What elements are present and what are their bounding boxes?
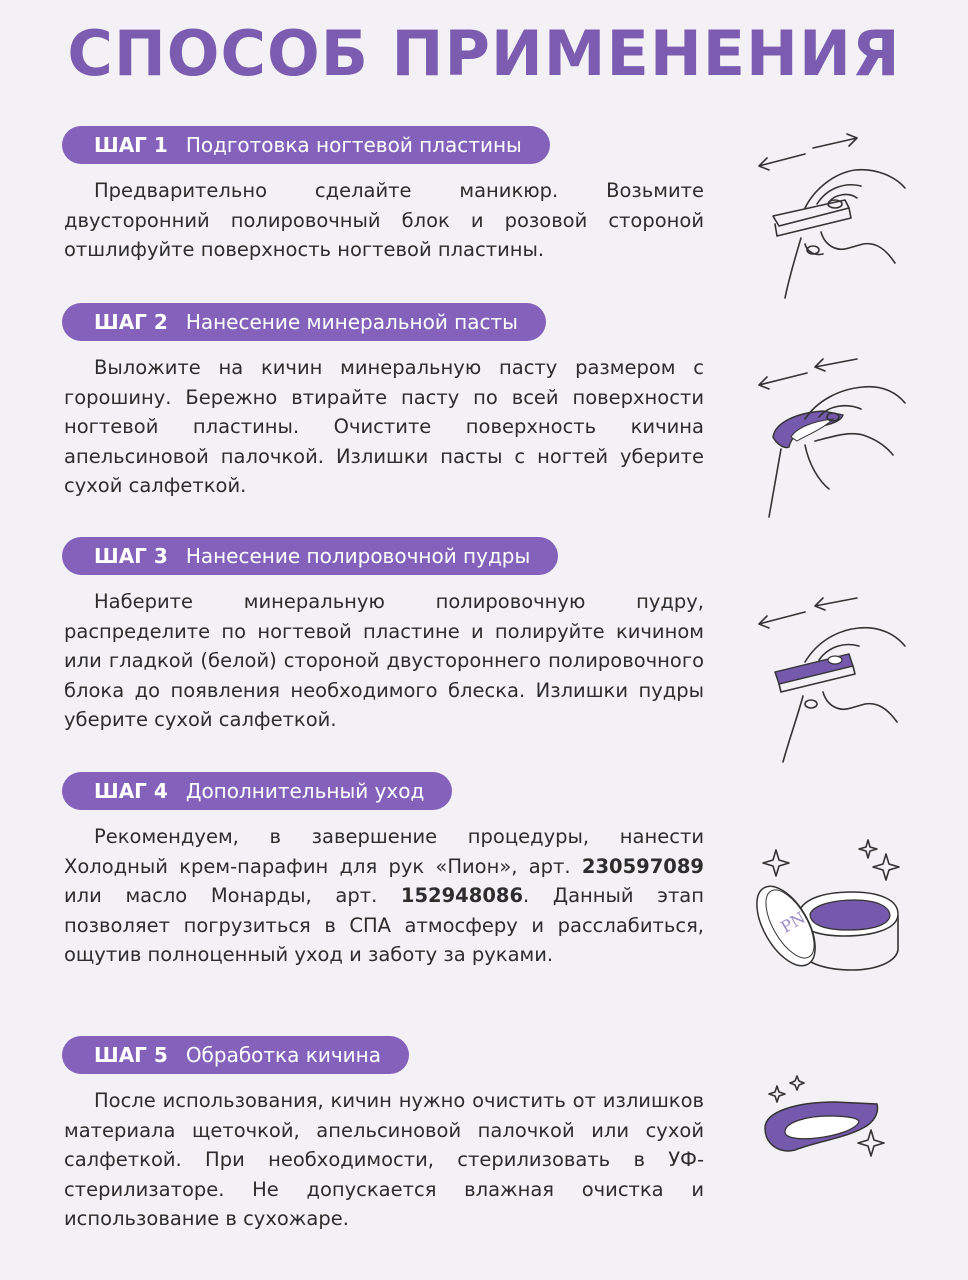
step-badge — [62, 537, 558, 575]
step-number: ШАГ 2 — [94, 310, 168, 334]
step-text-part: . Данный этап позволяет погрузиться в СПА атмосферу и расслабиться, ощутив полноценный уход и заботу за руками. — [64, 884, 704, 966]
step-heading: Подготовка ногтевой пластины — [185, 133, 522, 157]
step-number: ШАГ 4 — [94, 779, 168, 803]
step-text-content: Предварительно сделайте маникюр. Возьмите двусторонний полировочный блок и розовой стороной отшлифуйте поверхность ногтевой пластины. — [64, 179, 704, 261]
step-badge — [62, 303, 546, 341]
step-text-content: После использования, кичин нужно очистить от излишков материала щеточкой, апельсиновой палочкой или сухой салфеткой. При необходимости, стерилизовать в УФ-стерилизаторе. Не допускается влажная очистка и использование в сухожаре. — [64, 1089, 704, 1230]
article-number: 230597089 — [581, 854, 704, 878]
step-text-part: или масло Монарды, арт. — [64, 884, 401, 907]
step-badge — [62, 772, 452, 810]
cream-jar-icon — [740, 838, 920, 988]
step-badge — [62, 126, 550, 164]
step-text — [64, 176, 704, 265]
step-text — [64, 587, 704, 735]
step-number: ШАГ 5 — [94, 1043, 168, 1067]
step-heading: Обработка кичина — [185, 1043, 381, 1067]
step-text — [64, 353, 704, 501]
jar-logo: PN — [777, 907, 809, 937]
kichin-polish-icon — [745, 345, 915, 525]
step-heading: Дополнительный уход — [185, 779, 425, 803]
step-text — [64, 1086, 704, 1234]
step-text-content: Наберите минеральную полировочную пудру, распределите по ногтевой пластине и полируйте кичином или гладкой (белой) стороной двустороннего полировочного блока до появления необходимого блеска. Излишки пудры уберите сухой салфеткой. — [64, 590, 704, 731]
article-number: 152948086 — [400, 884, 524, 907]
step-text-part: Рекомендуем, в завершение процедуры, нанести Холодный крем-парафин для рук «Пион», арт. — [64, 825, 704, 878]
step-badge — [62, 1036, 409, 1074]
step-text — [64, 822, 704, 970]
step-number: ШАГ 1 — [94, 133, 168, 157]
purple-buffer-icon — [745, 580, 915, 770]
step-number: ШАГ 3 — [94, 544, 168, 568]
step-text-content: Выложите на кичин минеральную пасту размером с горошину. Бережно втирайте пасту по всей поверхности ногтевой пластины. Очистите поверхность кичина апельсиновой палочкой. Излишки пасты с ногтей уберите сухой салфеткой. — [64, 356, 704, 497]
kichin-tool-icon — [755, 1072, 925, 1182]
buffer-block-icon — [745, 128, 915, 308]
page-title: СПОСОБ ПРИМЕНЕНИЯ — [67, 17, 901, 90]
step-heading: Нанесение минеральной пасты — [185, 310, 518, 334]
step-heading: Нанесение полировочной пудры — [185, 544, 531, 568]
